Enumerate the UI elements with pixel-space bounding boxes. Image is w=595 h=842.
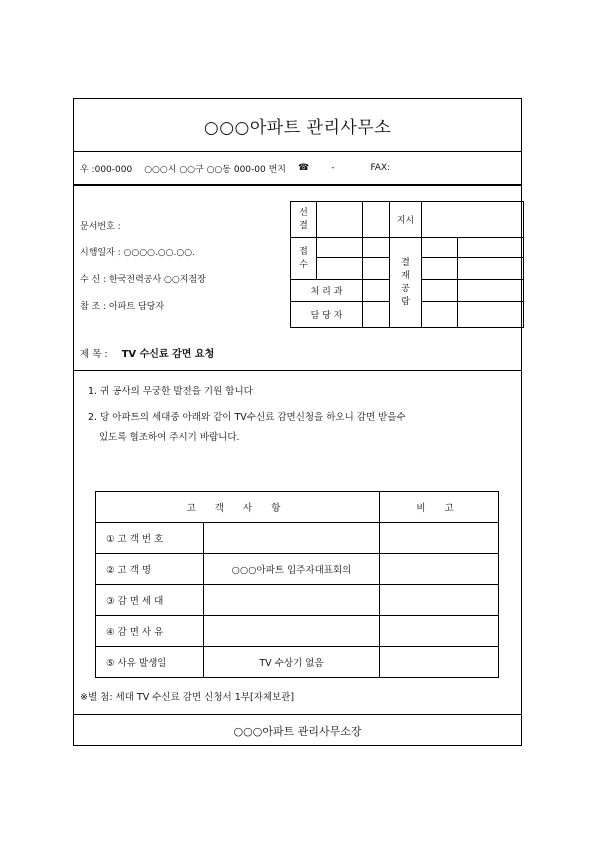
phone-number: - [331,163,335,173]
approval-cell [363,280,390,302]
approval-jeopsu: 접 수 [291,238,317,280]
document-form [73,98,522,746]
row-label: ③ 감 면 세 대 [96,585,204,616]
approval-gyeoljae: 결 재 공 람 [390,238,422,328]
body-line-2: 2. 당 아파트의 세대중 아래와 같이 TV수신료 감면신청을 하오니 감면 받을수 [88,412,406,423]
approval-cell [363,258,390,280]
approval-cell [363,302,390,328]
doc-number: 문서번호 : [80,222,121,232]
approval-cell [422,202,524,238]
body-line-1: 1. 귀 공사의 무궁한 발전을 기원 합니다 [88,386,253,397]
note-header: 비 고 [380,492,499,523]
approval-cell [458,258,524,280]
customer-header: 고 객 사 항 [96,492,380,523]
footer-signature: ○○○아파트 관리사무소장 [233,725,362,738]
row-note [380,647,499,678]
row-label: ① 고 객 번 호 [96,523,204,554]
row-value [204,585,380,616]
approval-cell [317,238,363,258]
approval-damdangja: 담 당 자 [291,302,363,328]
approval-cell [317,202,363,238]
row-value: ○○○아파트 입주자대표회의 [204,554,380,585]
row-value: TV 수상기 없음 [204,647,380,678]
table-row [96,616,499,647]
approval-seongyeol: 선 결 [291,202,317,238]
row-label: ④ 감 면 사 유 [96,616,204,647]
table-row [96,523,499,554]
row-note [380,585,499,616]
recipient: 수 신 : 한국전력공사 ○○지점장 [80,275,206,285]
body-line-3: 있도록 협조하여 주시기 바랍니다. [99,432,240,443]
address-line [80,152,517,184]
approval-table [290,201,524,328]
reference: 참 조 : 아파트 담당자 [80,302,165,312]
row-value [204,523,380,554]
approval-jisi: 지시 [390,202,422,238]
divider [74,370,521,371]
approval-cell [458,280,524,302]
row-value [204,616,380,647]
attachment-note: ※별 첨: 세대 TV 수신료 감면 신청서 1부[자체보관] [80,692,295,703]
approval-cell [458,302,524,328]
customer-table [95,491,499,678]
approval-cell [363,238,390,258]
row-label: ② 고 객 명 [96,554,204,585]
subject-text: TV 수신료 감면 요청 [121,349,215,360]
table-row [96,554,499,585]
issue-date: 시행일자 : ○○○○.○○.○○. [80,248,195,258]
row-note [380,554,499,585]
approval-cell [317,258,363,280]
document-title: ○○○아파트 관리사무소 [203,117,392,138]
row-label: ⑤ 사유 발생일 [96,647,204,678]
approval-cell [363,202,390,238]
approval-cell [422,280,458,302]
fax-label: FAX: [370,163,391,173]
address-location: ○○○시 ○○구 ○○동 000-00 번지 [144,164,286,175]
postal-code: 우 :000-000 [80,164,133,175]
approval-cell [458,238,524,258]
subject-line [80,345,214,360]
row-note [380,616,499,647]
table-row [96,585,499,616]
approval-cell [422,302,458,328]
approval-cell [422,238,458,258]
divider-thick [74,184,521,186]
row-note [380,523,499,554]
approval-cheorigwa: 처 리 과 [291,280,363,302]
table-row [96,647,499,678]
phone-icon: ☎ [297,163,310,173]
approval-cell [422,258,458,280]
subject-label: 제 목 : [80,349,108,360]
